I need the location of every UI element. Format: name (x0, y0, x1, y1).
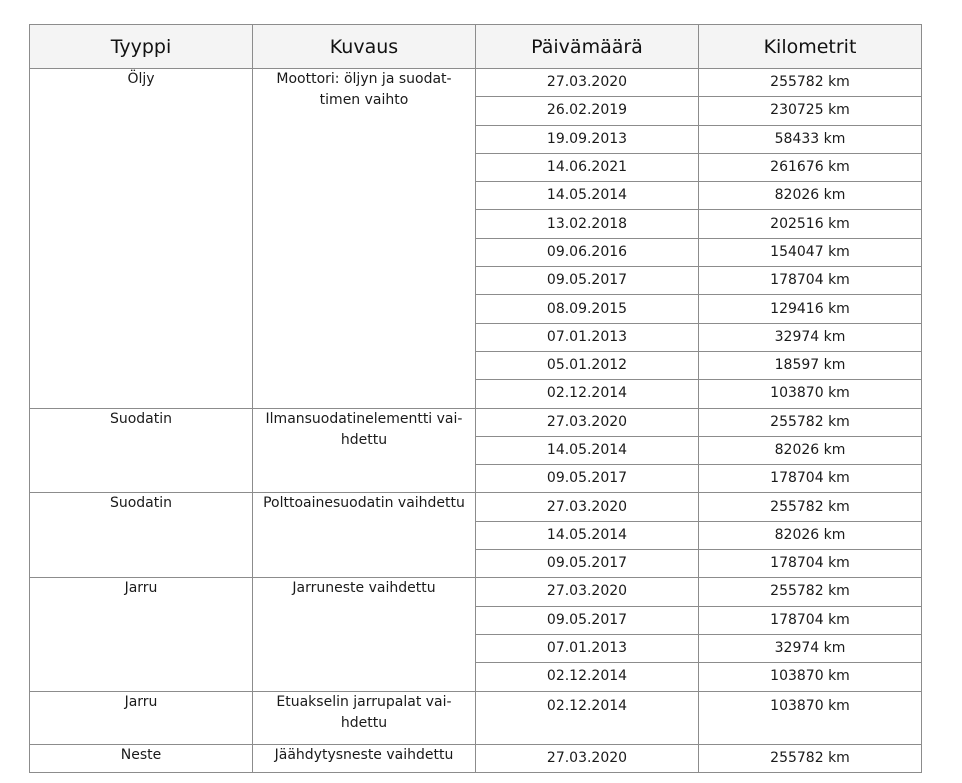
cell-kilometers: 230725 km (699, 97, 922, 125)
service-history-table (29, 24, 922, 773)
cell-date: 09.05.2017 (476, 550, 699, 578)
header-kilometers: Kilometrit (699, 25, 922, 69)
cell-kilometers: 255782 km (699, 69, 922, 97)
cell-date: 14.05.2014 (476, 436, 699, 464)
cell-kilometers: 103870 km (699, 691, 922, 744)
cell-date: 08.09.2015 (476, 295, 699, 323)
table-row (30, 691, 922, 744)
cell-date: 09.05.2017 (476, 606, 699, 634)
cell-date: 27.03.2020 (476, 69, 699, 97)
cell-kilometers: 255782 km (699, 578, 922, 606)
cell-date: 27.03.2020 (476, 408, 699, 436)
cell-type: Jarru (30, 578, 253, 691)
header-date: Päivämäärä (476, 25, 699, 69)
cell-type: Jarru (30, 691, 253, 744)
cell-date: 14.06.2021 (476, 153, 699, 181)
cell-date: 13.02.2018 (476, 210, 699, 238)
cell-kilometers: 178704 km (699, 606, 922, 634)
cell-date: 14.05.2014 (476, 521, 699, 549)
cell-kilometers: 255782 km (699, 744, 922, 772)
cell-kilometers: 261676 km (699, 153, 922, 181)
cell-kilometers: 82026 km (699, 521, 922, 549)
table-row (30, 493, 922, 521)
cell-type: Neste (30, 744, 253, 772)
cell-type: Suodatin (30, 493, 253, 578)
cell-kilometers: 178704 km (699, 267, 922, 295)
cell-type: Suodatin (30, 408, 253, 493)
cell-description: Moottori: öljyn ja suodat-timen vaihto (253, 69, 476, 409)
cell-kilometers: 32974 km (699, 634, 922, 662)
cell-description: Jarruneste vaihdettu (253, 578, 476, 691)
cell-kilometers: 18597 km (699, 351, 922, 379)
cell-kilometers: 129416 km (699, 295, 922, 323)
cell-type: Öljy (30, 69, 253, 409)
cell-date: 19.09.2013 (476, 125, 699, 153)
table-row (30, 578, 922, 606)
cell-description: Ilmansuodatinelementti vai-hdettu (253, 408, 476, 493)
table-row (30, 744, 922, 772)
cell-date: 27.03.2020 (476, 578, 699, 606)
cell-date: 09.05.2017 (476, 267, 699, 295)
cell-kilometers: 178704 km (699, 550, 922, 578)
cell-date: 09.05.2017 (476, 465, 699, 493)
cell-kilometers: 82026 km (699, 436, 922, 464)
cell-description: Polttoainesuodatin vaihdettu (253, 493, 476, 578)
table-row (30, 69, 922, 97)
cell-kilometers: 255782 km (699, 493, 922, 521)
header-row (30, 25, 922, 69)
cell-date: 02.12.2014 (476, 663, 699, 691)
cell-date: 07.01.2013 (476, 634, 699, 662)
cell-kilometers: 82026 km (699, 182, 922, 210)
cell-kilometers: 154047 km (699, 238, 922, 266)
cell-kilometers: 58433 km (699, 125, 922, 153)
cell-kilometers: 255782 km (699, 408, 922, 436)
cell-date: 07.01.2013 (476, 323, 699, 351)
cell-date: 09.06.2016 (476, 238, 699, 266)
cell-kilometers: 32974 km (699, 323, 922, 351)
cell-kilometers: 202516 km (699, 210, 922, 238)
cell-description: Etuakselin jarrupalat vai-hdettu (253, 691, 476, 744)
cell-kilometers: 178704 km (699, 465, 922, 493)
cell-kilometers: 103870 km (699, 663, 922, 691)
cell-date: 27.03.2020 (476, 493, 699, 521)
cell-date: 02.12.2014 (476, 691, 699, 744)
cell-date: 02.12.2014 (476, 380, 699, 408)
cell-date: 05.01.2012 (476, 351, 699, 379)
header-description: Kuvaus (253, 25, 476, 69)
cell-date: 14.05.2014 (476, 182, 699, 210)
cell-date: 26.02.2019 (476, 97, 699, 125)
cell-date: 27.03.2020 (476, 744, 699, 772)
table-body (30, 69, 922, 773)
cell-description: Jäähdytysneste vaihdettu (253, 744, 476, 772)
cell-kilometers: 103870 km (699, 380, 922, 408)
header-type: Tyyppi (30, 25, 253, 69)
table-row (30, 408, 922, 436)
